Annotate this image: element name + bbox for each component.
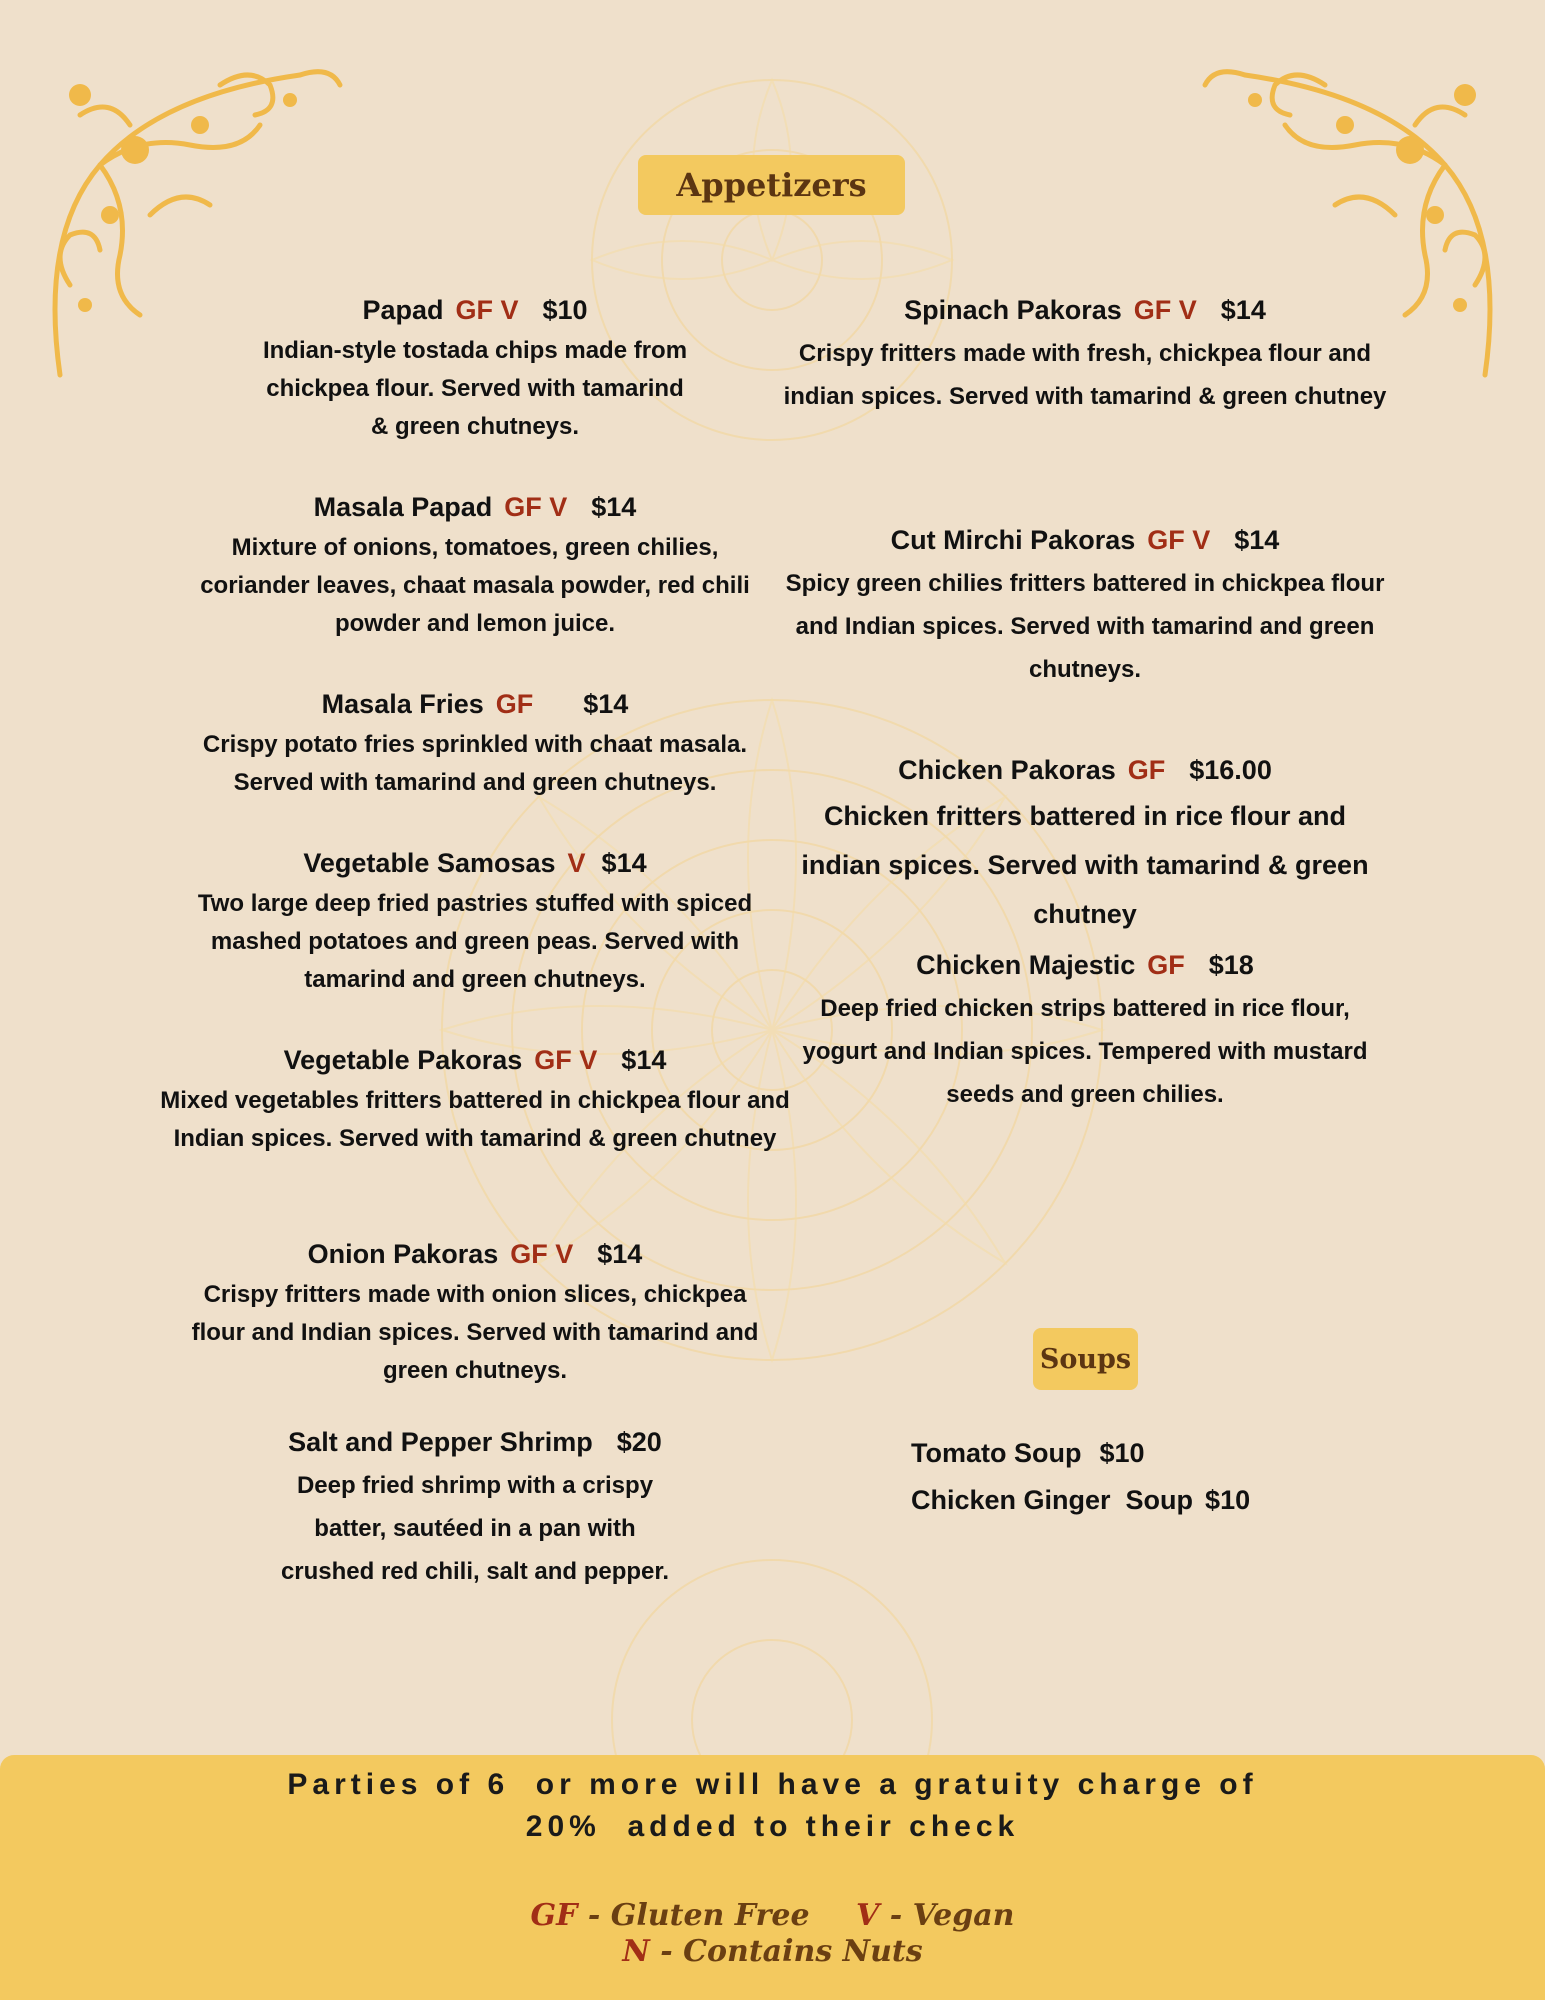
item-name: Papad bbox=[362, 295, 444, 325]
item-description: Indian-style tostada chips made from chickpea flour. Served with tamarind & green chutneys. bbox=[262, 337, 688, 440]
item-price: $16.00 bbox=[1189, 755, 1272, 785]
diet-tags: GF V bbox=[504, 492, 568, 522]
item-description: Spicy green chilies fritters battered in chickpea flour and Indian spices. Served with tamarind and green chutneys. bbox=[785, 570, 1385, 683]
item-price: $14 bbox=[597, 1239, 643, 1269]
item-price: $14 bbox=[1234, 525, 1280, 555]
item-name-line bbox=[170, 848, 780, 879]
menu-item-chicken-pakoras bbox=[780, 755, 1390, 939]
item-description: Deep fried chicken strips battered in rice flour, yogurt and Indian spices. Tempered with mustard seeds and green chilies. bbox=[802, 995, 1368, 1108]
menu-item-spinach-pakoras bbox=[780, 295, 1390, 418]
diet-tags: GF bbox=[495, 689, 534, 719]
legend-n-abbr: N bbox=[622, 1934, 650, 1969]
item-price: $20 bbox=[616, 1427, 662, 1457]
legend-n-text: - Contains Nuts bbox=[660, 1934, 923, 1969]
item-price: $14 bbox=[1220, 295, 1266, 325]
menu-item-vegetable-pakoras bbox=[160, 1045, 790, 1158]
diet-tags: GF bbox=[1127, 755, 1166, 785]
diet-tags: GF V bbox=[1133, 295, 1197, 325]
gratuity-notice bbox=[0, 1764, 1545, 1848]
diet-tags: GF V bbox=[1147, 525, 1211, 555]
item-name-line bbox=[170, 689, 780, 720]
item-name-line bbox=[780, 525, 1390, 556]
menu-item-vegetable-samosas bbox=[170, 848, 780, 999]
gratuity-line-1: Parties of 6 or more will have a gratuity charge of bbox=[287, 1768, 1258, 1801]
soup-name: Chicken Ginger Soup bbox=[911, 1485, 1194, 1515]
item-name: Vegetable Pakoras bbox=[283, 1045, 523, 1075]
diet-tags: GF bbox=[1147, 950, 1185, 980]
soup-price: $10 bbox=[1205, 1485, 1251, 1515]
item-description: Deep fried shrimp with a crispy batter, sautéed in a pan with crushed red chili, salt and pepper. bbox=[280, 1472, 670, 1585]
item-price: $14 bbox=[601, 848, 647, 878]
soups-heading: Soups bbox=[1033, 1328, 1138, 1390]
item-name-line bbox=[170, 1427, 780, 1458]
item-name: Salt and Pepper Shrimp bbox=[288, 1427, 593, 1457]
soup-item-chicken-ginger bbox=[911, 1485, 1250, 1516]
gratuity-line-2: 20% added to their check bbox=[525, 1810, 1020, 1843]
item-name: Spinach Pakoras bbox=[904, 295, 1122, 325]
item-price: $14 bbox=[591, 492, 637, 522]
diet-tags: V bbox=[567, 848, 586, 878]
item-description: Mixed vegetables fritters battered in chickpea flour and Indian spices. Served with tamarind & green chutney bbox=[160, 1087, 790, 1152]
menu-item-chicken-majestic bbox=[780, 950, 1390, 1116]
item-name: Onion Pakoras bbox=[307, 1239, 499, 1269]
item-description: Crispy fritters made with onion slices, chickpea flour and Indian spices. Served with tamarind and green chutneys. bbox=[191, 1281, 759, 1384]
item-description: Chicken fritters battered in rice flour and indian spices. Served with tamarind & green chutney bbox=[801, 801, 1369, 929]
item-name: Chicken Majestic bbox=[916, 950, 1136, 980]
menu-item-cut-mirchi-pakoras bbox=[780, 525, 1390, 691]
menu-item-masala-papad bbox=[170, 492, 780, 643]
item-name: Chicken Pakoras bbox=[898, 755, 1116, 785]
soup-price: $10 bbox=[1099, 1438, 1145, 1468]
item-price: $14 bbox=[621, 1045, 667, 1075]
menu-item-masala-fries bbox=[170, 689, 780, 802]
item-name-line bbox=[170, 1045, 780, 1076]
item-name-line bbox=[780, 755, 1390, 786]
item-price: $18 bbox=[1208, 950, 1254, 980]
item-description: Crispy fritters made with fresh, chickpea flour and indian spices. Served with tamarind & green chutney bbox=[783, 340, 1387, 410]
menu-item-salt-and-pepper-shrimp bbox=[170, 1427, 780, 1593]
item-name: Masala Papad bbox=[313, 492, 493, 522]
legend-gf-abbr: GF bbox=[530, 1898, 578, 1933]
item-price: $10 bbox=[542, 295, 588, 325]
diet-tags: GF V bbox=[534, 1045, 598, 1075]
appetizers-heading: Appetizers bbox=[638, 155, 905, 215]
item-name-line bbox=[780, 950, 1390, 981]
diet-tags: GF V bbox=[510, 1239, 574, 1269]
soup-name: Tomato Soup bbox=[911, 1438, 1082, 1468]
item-name-line bbox=[170, 1239, 780, 1270]
legend-v-text: - Vegan bbox=[889, 1898, 1015, 1933]
item-name: Masala Fries bbox=[321, 689, 484, 719]
item-price: $14 bbox=[583, 689, 629, 719]
dietary-legend bbox=[0, 1898, 1545, 1970]
item-name: Vegetable Samosas bbox=[303, 848, 556, 878]
menu-item-onion-pakoras bbox=[170, 1239, 780, 1390]
item-description: Crispy potato fries sprinkled with chaat masala. Served with tamarind and green chutneys. bbox=[202, 731, 748, 796]
item-description: Two large deep fried pastries stuffed with spiced mashed potatoes and green peas. Served with tamarind and green chutneys. bbox=[197, 890, 753, 993]
legend-v-abbr: V bbox=[856, 1898, 880, 1933]
soup-item-tomato bbox=[911, 1438, 1145, 1469]
legend-gf-text: - Gluten Free bbox=[587, 1898, 810, 1933]
item-name-line bbox=[780, 295, 1390, 326]
menu-item-papad bbox=[170, 295, 780, 446]
item-name-line bbox=[170, 492, 780, 523]
item-name-line bbox=[170, 295, 780, 326]
diet-tags: GF V bbox=[455, 295, 519, 325]
item-name: Cut Mirchi Pakoras bbox=[890, 525, 1136, 555]
item-description: Mixture of onions, tomatoes, green chilies, coriander leaves, chaat masala powder, red chili powder and lemon juice. bbox=[200, 534, 750, 637]
